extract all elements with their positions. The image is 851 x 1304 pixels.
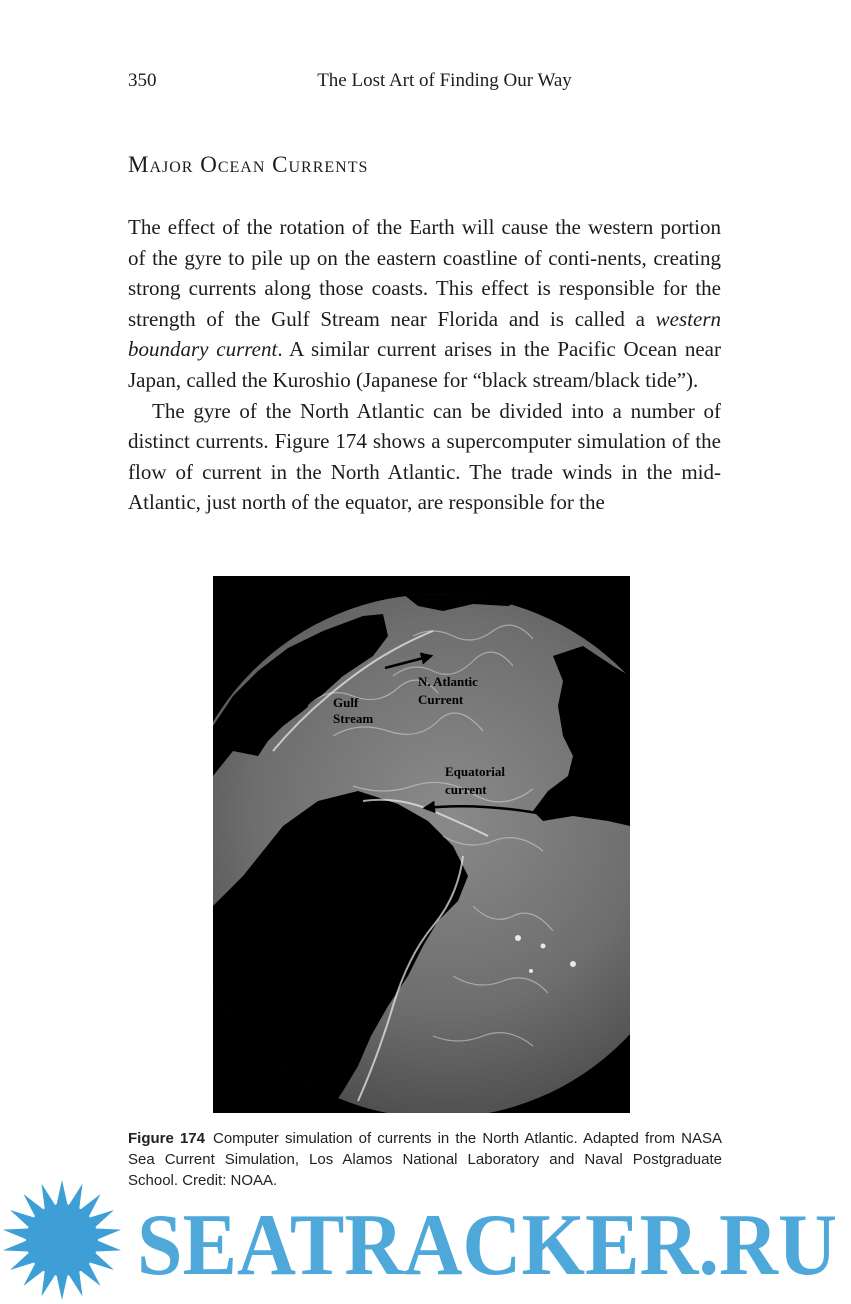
- sun-logo-icon: [3, 1180, 121, 1300]
- western-boundary-current-term: western boundary current: [128, 306, 721, 362]
- figure-caption-label: Figure 174: [128, 1130, 205, 1147]
- body-text: [128, 212, 721, 518]
- paragraph-1-text-a: The effect of the rotation of the Earth will cause the western portion of the gyre to pile up on the eastern coastline of conti-nents, creating strong currents along those coasts. This effect is responsible for the strength of the Gulf Stream near Florida and is called a: [128, 215, 721, 331]
- ocean-current-simulation-figure: [213, 576, 630, 1113]
- n-atlantic-label-line-2: Current: [418, 692, 464, 707]
- figure-caption-text: Computer simulation of currents in the North Atlantic. Adapted from NASA Sea Current Simulation, Los Alamos National Laboratory and Naval Postgraduate School. Credit: NOAA.: [128, 1130, 722, 1189]
- page-number: 350: [128, 70, 157, 91]
- paragraph-1-text-b: . A similar current arises in the Pacific Ocean near Japan, called the Kuroshio (Japanese for “black stream/black tide”).: [128, 337, 721, 392]
- section-heading: Major Ocean Currents: [128, 152, 369, 177]
- equatorial-label-line-1: Equatorial: [445, 764, 505, 779]
- watermark-text: SEATRACKER.RU: [137, 1197, 837, 1294]
- paragraph-2: The gyre of the North Atlantic can be divided into a number of distinct currents. Figure 174 shows a supercomputer simulation of the flow of current in the North Atlantic. The trade winds in the mid-Atlantic, just north of the equator, are responsible for the: [128, 398, 721, 515]
- gulf-stream-label-line-2: Stream: [333, 711, 374, 726]
- n-atlantic-label-line-1: N. Atlantic: [418, 674, 478, 689]
- running-title: The Lost Art of Finding Our Way: [317, 70, 572, 91]
- equatorial-label-line-2: current: [445, 782, 487, 797]
- seatracker-watermark: [0, 1178, 851, 1304]
- running-head: [128, 70, 721, 98]
- gulf-stream-label-line-1: Gulf: [333, 695, 359, 710]
- paragraph-1: [128, 212, 721, 396]
- sun-core: [26, 1204, 98, 1276]
